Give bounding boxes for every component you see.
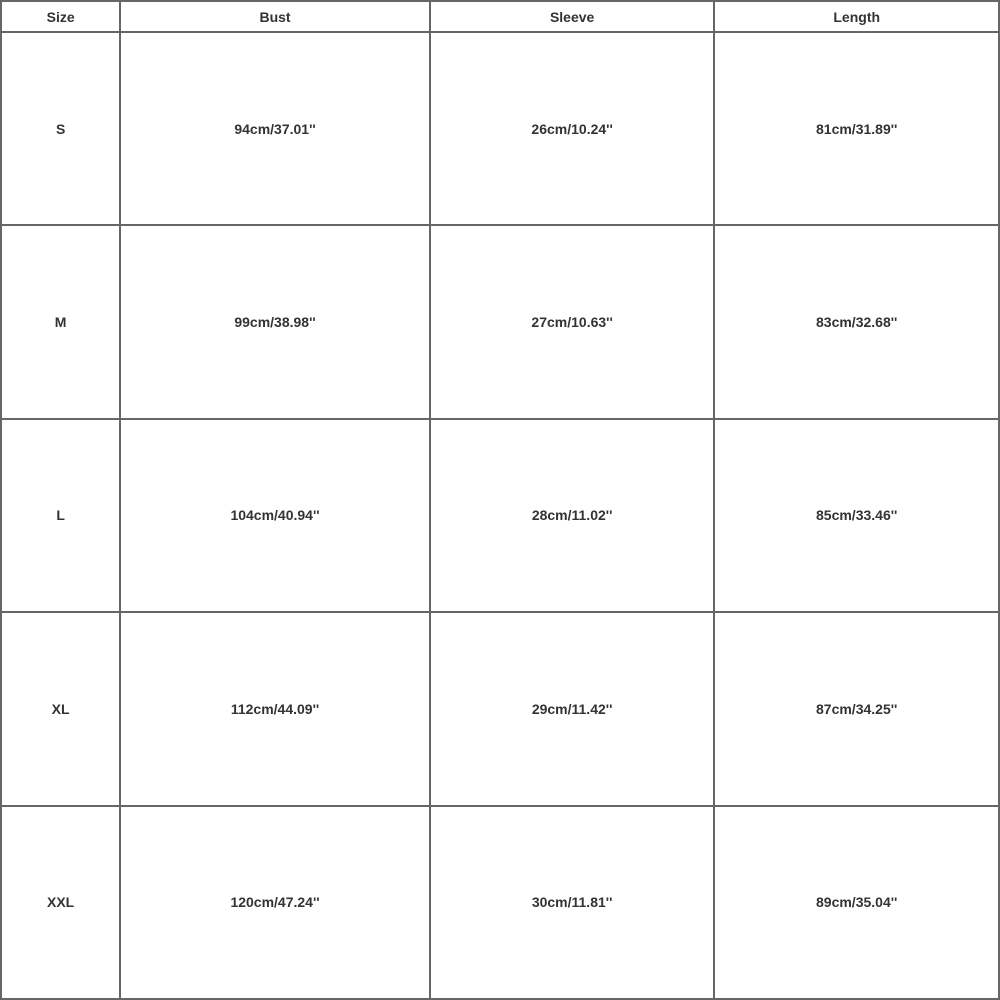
- cell-size: M: [1, 225, 120, 418]
- cell-bust: 104cm/40.94'': [120, 419, 430, 612]
- header-sleeve: Sleeve: [430, 1, 715, 32]
- header-bust: Bust: [120, 1, 430, 32]
- table-row: [1, 419, 999, 612]
- cell-sleeve: 28cm/11.02'': [430, 419, 715, 612]
- table-body: [1, 32, 999, 999]
- cell-sleeve: 27cm/10.63'': [430, 225, 715, 418]
- cell-length: 81cm/31.89'': [714, 32, 999, 225]
- cell-size: S: [1, 32, 120, 225]
- cell-sleeve: 29cm/11.42'': [430, 612, 715, 805]
- header-size: Size: [1, 1, 120, 32]
- cell-bust: 94cm/37.01'': [120, 32, 430, 225]
- cell-length: 83cm/32.68'': [714, 225, 999, 418]
- table-row: [1, 806, 999, 999]
- header-row: [1, 1, 999, 32]
- table-row: [1, 612, 999, 805]
- cell-bust: 120cm/47.24'': [120, 806, 430, 999]
- cell-length: 87cm/34.25'': [714, 612, 999, 805]
- cell-size: XL: [1, 612, 120, 805]
- cell-size: XXL: [1, 806, 120, 999]
- table-row: [1, 32, 999, 225]
- table-header: [1, 1, 999, 32]
- cell-sleeve: 30cm/11.81'': [430, 806, 715, 999]
- cell-bust: 99cm/38.98'': [120, 225, 430, 418]
- header-length: Length: [714, 1, 999, 32]
- cell-sleeve: 26cm/10.24'': [430, 32, 715, 225]
- table-row: [1, 225, 999, 418]
- cell-size: L: [1, 419, 120, 612]
- cell-length: 89cm/35.04'': [714, 806, 999, 999]
- cell-length: 85cm/33.46'': [714, 419, 999, 612]
- cell-bust: 112cm/44.09'': [120, 612, 430, 805]
